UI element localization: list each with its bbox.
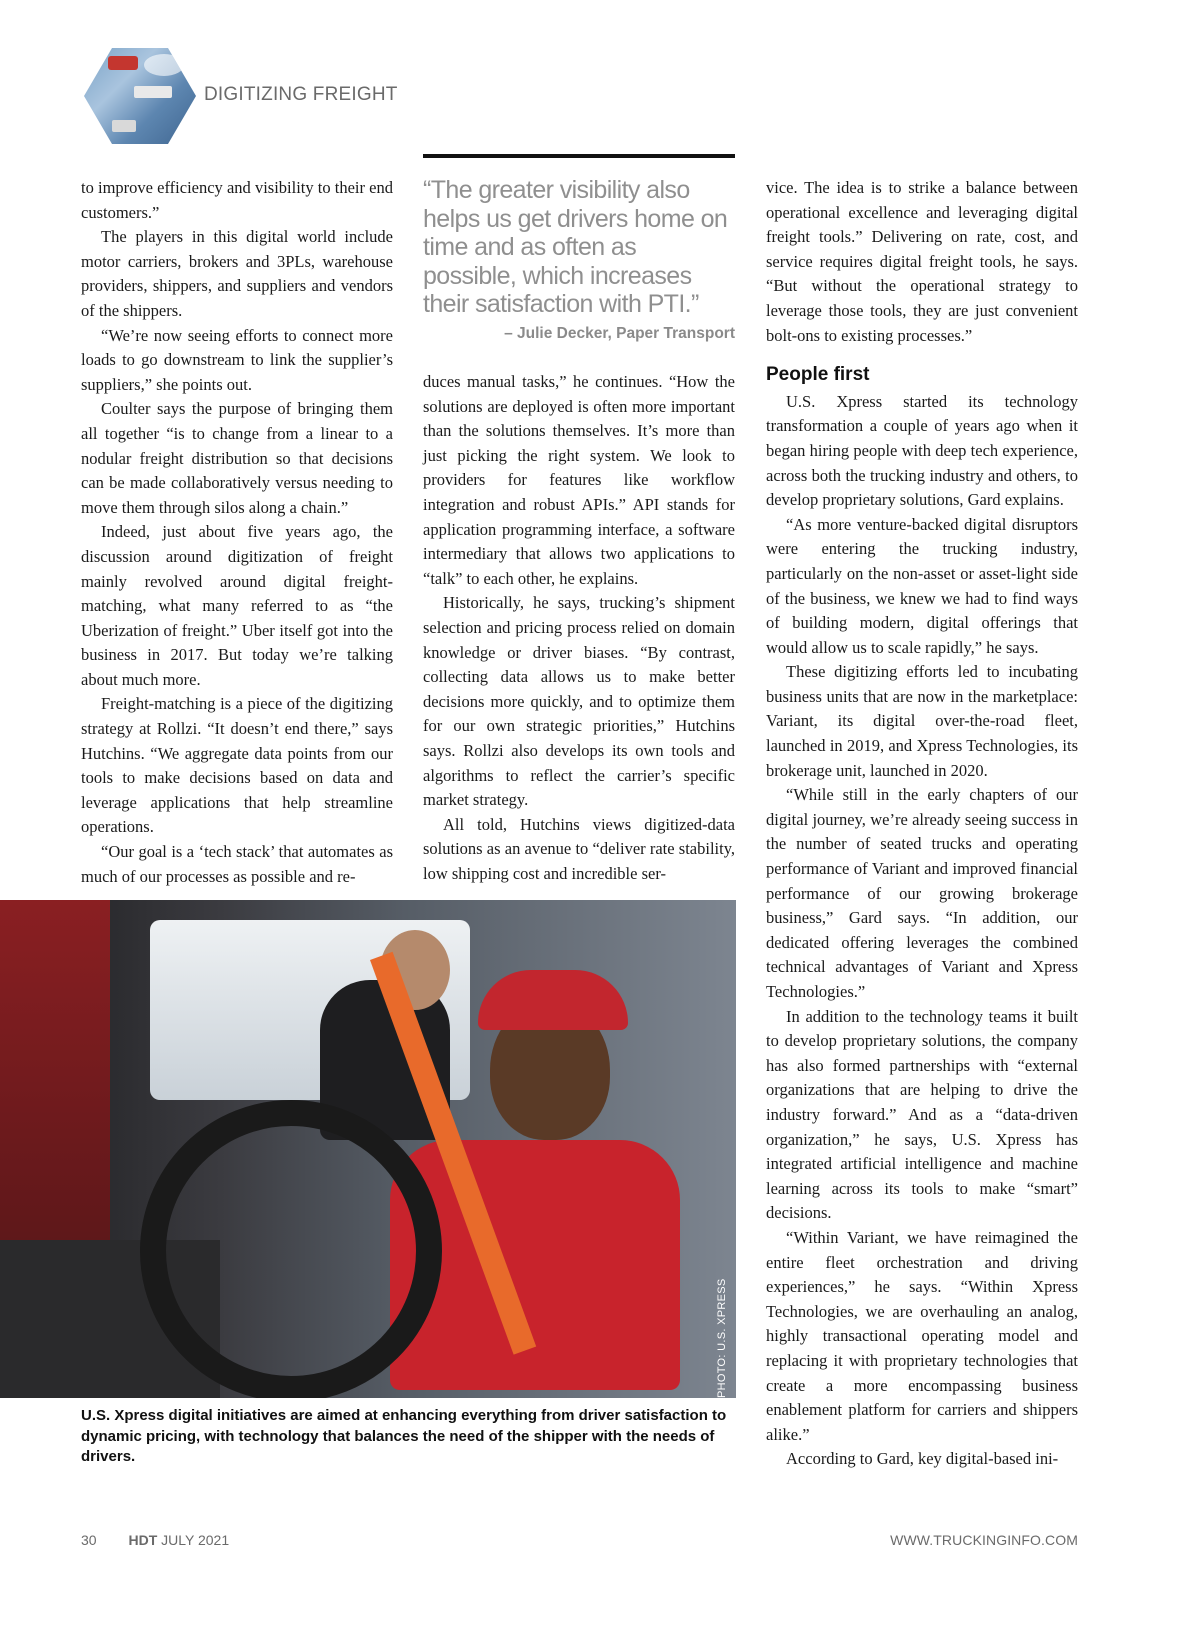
subhead-people-first: People first xyxy=(766,364,870,386)
pull-quote-attribution: – Julie Decker, Paper Transport xyxy=(504,324,735,342)
middle-paragraph-1: duces manual tasks,” he continues. “How the solutions are deployed is often more important than the solutions themselves. It’s more than just picking the right system. We look to providers for features like workflow integration and robust APIs.” API stands for application programming interface, a software intermediary that allows two applications to “talk” to each other, he explains. xyxy=(423,372,735,588)
truck-cab-photo xyxy=(0,900,736,1398)
left-paragraph-4: Coulter says the purpose of bringing them all together “is to change from a linear to a nodular freight distribution so that decisions can be made collaboratively versus needing to move them through silos along a chain.” xyxy=(81,399,393,517)
left-column xyxy=(81,176,393,889)
right-paragraph-2: “As more venture-backed digital disruptors were entering the trucking industry, particularly on the non-asset or asset-light side of the business, we knew we had to find ways of building modern, digital offerings that would allow us to scale rapidly,” he says. xyxy=(766,514,1078,657)
middle-paragraph-2: Historically, he says, trucking’s shipment selection and pricing process relied on domain knowledge or driver biases. “By contrast, collecting data allows us to make better decisions more quickly, and to optimize them for our own strategic priorities,” Hutchins says. Rollzi also develops its own tools and algorithms to reflect the carrier’s specific market strategy. xyxy=(423,593,735,810)
footer-website: WWW.TRUCKINGINFO.COM xyxy=(890,1532,1078,1548)
driver-cap xyxy=(478,970,628,1030)
left-paragraph-5: Indeed, just about five years ago, the discussion around digitization of freight mainly revolved around digital freight-matching, what many referred to as “the Uberization of freight.” Uber itself got into the business in 2017. But today we’re talking about much more. xyxy=(81,522,393,689)
issue-date: JULY 2021 xyxy=(161,1532,230,1548)
photo-caption: U.S. Xpress digital initiatives are aimed at enhancing everything from driver satisfaction to dynamic pricing, with technology that balances the need of the shipper with the needs of drivers. xyxy=(81,1407,727,1465)
middle-paragraph-3: All told, Hutchins views digitized-data solutions as an avenue to “deliver rate stability, low shipping cost and incredible ser- xyxy=(423,814,735,883)
right-paragraph-7: According to Gard, key digital-based ini- xyxy=(786,1449,1059,1469)
left-paragraph-7: “Our goal is a ‘tech stack’ that automates as much of our processes as possible and re- xyxy=(81,842,393,886)
left-paragraph-3: “We’re now seeing efforts to connect more loads to go downstream to link the supplier’s suppliers,” she points out. xyxy=(81,325,393,394)
footer-left xyxy=(81,1532,229,1548)
right-column xyxy=(766,176,1078,1472)
middle-column xyxy=(423,370,735,886)
white-truck-icon xyxy=(134,86,172,98)
hex-highlight xyxy=(144,54,184,76)
right-intro-paragraph: vice. The idea is to strike a balance between operational excellence and leveraging digital freight tools.” Delivering on rate, cost, and service requires digital freight tools, he says. “But without the operational strategy to leverage those tools, they are just convenient bolt-ons to existing processes.” xyxy=(766,178,1078,345)
truck-icon xyxy=(112,120,136,132)
right-paragraph-1: U.S. Xpress started its technology transformation a couple of years ago when it began hiring people with deep tech experience, across both the trucking industry and others, to develop proprietary solutions, Gard explains. xyxy=(766,391,1078,510)
right-paragraph-3: These digitizing efforts led to incubating business units that are now in the marketplace: Variant, its digital over-the-road fleet, launched in 2019, and Xpress Technologies, its brokerage unit, launched in 2020. xyxy=(766,662,1078,780)
left-paragraph-6: Freight-matching is a piece of the digitizing strategy at Rollzi. “It doesn’t end there,” says Hutchins. “We aggregate data points from our tools to make decisions based on data and leverage applications that help streamline operations. xyxy=(81,694,393,837)
right-paragraph-5: In addition to the technology teams it built to develop proprietary solutions, the company has also formed partnerships with “external organizations that are helping to drive the industry forward.” And as a “data-driven organization,” he says, U.S. Xpress has integrated artificial intelligence and machine learning across its tools to make “smart” decisions. xyxy=(766,1006,1078,1223)
left-paragraph-1: to improve efficiency and visibility to their end customers.” xyxy=(81,178,393,222)
red-truck-icon xyxy=(108,56,138,70)
pull-quote xyxy=(423,154,735,343)
section-label: DIGITIZING FREIGHT xyxy=(204,84,398,105)
section-hexagon-image xyxy=(84,48,196,144)
publication-name: HDT xyxy=(128,1532,158,1548)
photo-credit: PHOTO: U.S. XPRESS xyxy=(716,1278,728,1398)
page-number: 30 xyxy=(81,1532,97,1548)
steering-wheel xyxy=(140,1100,442,1398)
right-paragraph-4: “While still in the early chapters of our digital journey, we’re already seeing success in the number of seated trucks and operating performance of Variant and improved financial performance of our growing brokerage business,” Gard says. “In addition, our dedicated offering leverages the combined technical advantages of Variant and Xpress Technologies.” xyxy=(766,785,1078,1001)
pull-quote-text: “The greater visibility also helps us get drivers home on time and as often as possible, which increases their satisfaction with PTI.” xyxy=(423,176,728,318)
right-paragraph-6: “Within Variant, we have reimagined the entire fleet orchestration and driving experiences,” he says. “Within Xpress Technologies, we are overhauling an analog, highly transactional operating model and replacing it with proprietary technologies that create a more encompassing business enablement platform for carriers and shippers alike.” xyxy=(766,1227,1078,1444)
left-paragraph-2: The players in this digital world include motor carriers, brokers and 3PLs, warehouse providers, shippers, and suppliers and vendors of the shippers. xyxy=(81,227,393,320)
